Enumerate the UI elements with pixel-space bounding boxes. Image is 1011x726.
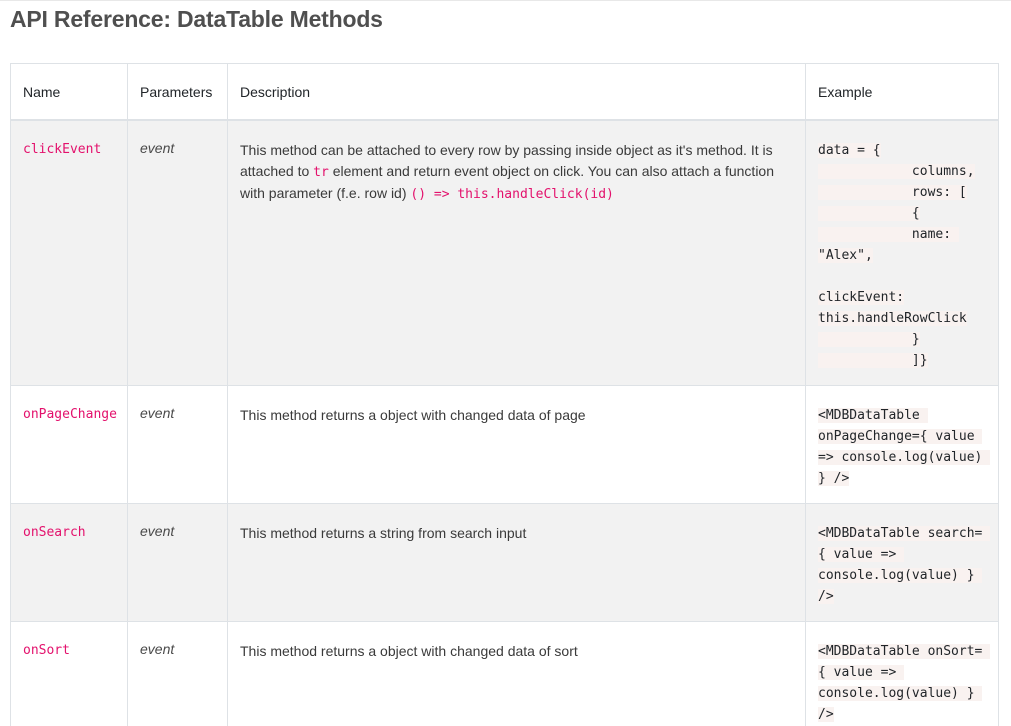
example-code: <MDBDataTable onSort= { value => console.log(value) } /> [818,644,991,722]
header-example: Example [806,64,999,120]
parameter-cell [128,622,228,726]
example-code: data = { columns, rows: [ { name: "Alex", clickEvent: this.handleRowClick } ]} [818,142,975,368]
example-code: <MDBDataTable onPageChange={ value => console.log(value) } /> [818,408,991,486]
description-cell [228,386,806,504]
description-cell [228,622,806,726]
parameter-value: event [140,405,175,421]
header-parameters: Parameters [128,64,228,120]
description-text: This method can be attached to every row by passing inside object as it's method. It is attached to [240,141,773,179]
page-title: API Reference: DataTable Methods [10,6,383,32]
table-row [11,504,999,622]
method-name-cell [11,622,128,726]
methods-table [10,63,999,726]
parameter-cell [128,386,228,504]
description-text: This method returns a object with changed data of sort [240,643,578,659]
parameter-value: event [140,523,175,539]
parameter-cell [128,120,228,386]
header-description: Description [228,64,806,120]
description-text: This method returns a string from search input [240,525,527,541]
table-header [11,64,999,120]
example-cell [806,386,999,504]
parameter-value: event [140,641,175,657]
method-name-cell [11,504,128,622]
example-code: <MDBDataTable search= { value => console.log(value) } /> [818,526,991,604]
example-cell [806,622,999,726]
example-cell [806,504,999,622]
method-name: onSort [23,643,70,658]
parameter-cell [128,504,228,622]
description-text: element and return event object on click. You can also attach a function with parameter (f.e. row id) [240,162,775,201]
table-body [11,120,999,726]
method-name: clickEvent [23,141,102,157]
method-name: onPageChange [23,407,117,422]
top-divider [0,0,1011,1]
parameter-value: event [140,139,175,156]
example-cell [806,120,999,386]
method-name-cell [11,386,128,504]
inline-code-tr: tr [313,164,329,180]
table-row [11,622,999,726]
table-row [11,386,999,504]
method-name: onSearch [23,525,86,540]
method-name-cell [11,120,128,386]
header-row [11,64,999,120]
table-row [11,120,999,386]
description-cell [228,120,806,386]
description-cell [228,504,806,622]
inline-code-handler: () => this.handleClick(id) [410,186,614,202]
header-name: Name [11,64,128,120]
description-text: This method returns a object with changed data of page [240,407,586,423]
